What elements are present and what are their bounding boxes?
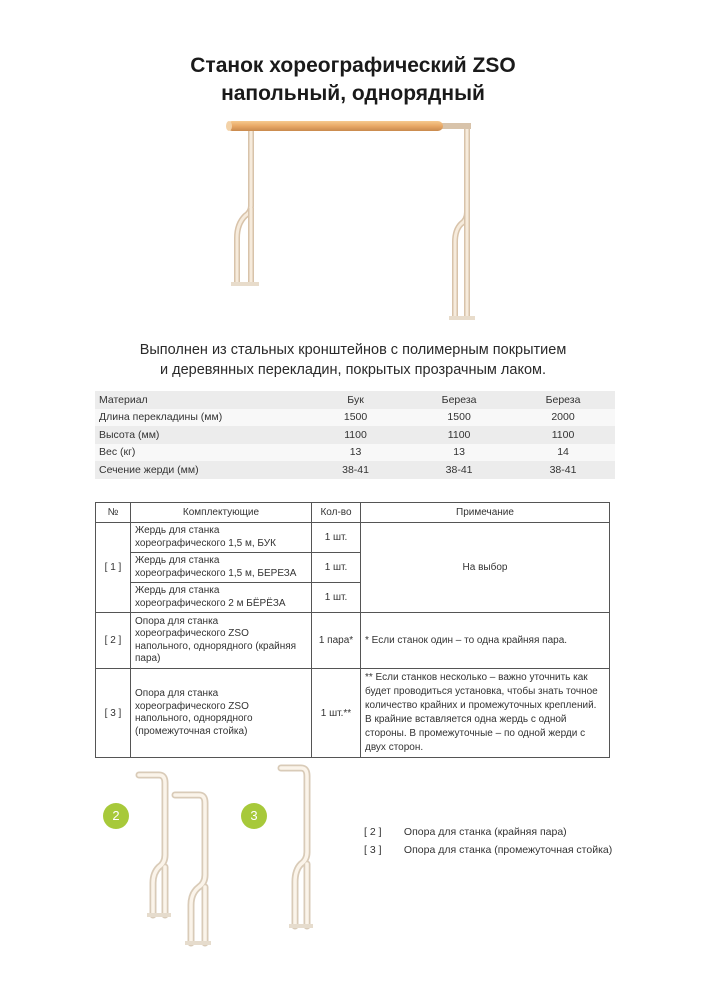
legend-bracket: [ 2 ]	[364, 826, 382, 838]
specs-value: 13	[407, 444, 511, 462]
group-index: [ 1 ]	[96, 523, 131, 613]
group-index: [ 3 ]	[96, 669, 131, 758]
specs-value: 1100	[407, 426, 511, 444]
table-row	[96, 669, 610, 758]
specs-value: 38-41	[511, 461, 615, 479]
part-qty: 1 шт.	[312, 583, 361, 613]
specs-value: Бук	[304, 391, 407, 409]
parts-table	[95, 502, 610, 758]
header-qty: Кол-во	[312, 503, 361, 523]
legend-item	[364, 823, 612, 841]
badge-2: 2	[103, 803, 129, 829]
specs-label: Вес (кг)	[95, 444, 304, 462]
table-row	[96, 613, 610, 669]
title-line-2: напольный, однорядный	[221, 82, 485, 105]
legend-bracket: [ 3 ]	[364, 844, 382, 856]
parts-header-row	[96, 503, 610, 523]
intermediate-support-illustration	[271, 760, 331, 940]
specs-value: 1100	[304, 426, 407, 444]
specs-row	[95, 409, 615, 427]
description	[0, 340, 706, 380]
part-name: Опора для станка хореографического ZSO напольного, однорядного (промежуточная стойка)	[131, 669, 312, 758]
header-item: Комплектующие	[131, 503, 312, 523]
legend-text: Опора для станка (крайняя пара)	[403, 826, 567, 838]
figure-legend	[364, 823, 612, 859]
header-num: №	[96, 503, 131, 523]
specs-value: Береза	[407, 391, 511, 409]
table-row	[96, 523, 610, 553]
badge-3: 3	[241, 803, 267, 829]
end-pair-support-illustration	[125, 755, 225, 955]
specs-value: 13	[304, 444, 407, 462]
page-title	[0, 52, 706, 108]
legend-item	[364, 841, 612, 859]
part-note: * Если станок один – то одна крайняя пара.	[361, 613, 610, 669]
part-qty: 1 пара*	[312, 613, 361, 669]
specs-label: Сечение жерди (мм)	[95, 461, 304, 479]
specs-row	[95, 426, 615, 444]
specs-row	[95, 391, 615, 409]
part-qty: 1 шт.	[312, 553, 361, 583]
barre-illustration	[215, 112, 475, 334]
header-note: Примечание	[361, 503, 610, 523]
specs-label: Высота (мм)	[95, 426, 304, 444]
description-line-1: Выполнен из стальных кронштейнов с полимерным покрытием	[139, 342, 567, 358]
title-line-1: Станок хореографический ZSO	[190, 54, 516, 77]
part-note: ** Если станков несколько – важно уточнить как будет проводиться установка, чтобы знать точное количество крайних и промежуточных креплений. В крайние вставляется одна жердь с одной стороны. В промежуточные – по одной жерди с двух сторон.	[361, 669, 610, 758]
group-index: [ 2 ]	[96, 613, 131, 669]
specs-value: 38-41	[407, 461, 511, 479]
specs-value: Береза	[511, 391, 615, 409]
specs-row	[95, 444, 615, 462]
part-qty: 1 шт.	[312, 523, 361, 553]
legend-text: Опора для станка (промежуточная стойка)	[403, 844, 613, 856]
specs-value: 1100	[511, 426, 615, 444]
specs-value: 1500	[407, 409, 511, 427]
part-name: Жердь для станка хореографического 1,5 м, БЕРЕЗА	[131, 553, 312, 583]
specs-row	[95, 461, 615, 479]
part-name: Опора для станка хореографического ZSO напольного, однорядного (крайняя пара)	[131, 613, 312, 669]
specs-value: 14	[511, 444, 615, 462]
part-note: На выбор	[361, 523, 610, 613]
part-qty: 1 шт.**	[312, 669, 361, 758]
specs-label: Материал	[95, 391, 304, 409]
description-line-2: и деревянных перекладин, покрытых прозрачным лаком.	[159, 362, 547, 378]
specs-value: 2000	[511, 409, 615, 427]
part-name: Жердь для станка хореографического 2 м БЁРЁЗА	[131, 583, 312, 613]
specs-label: Длина перекладины (мм)	[95, 409, 304, 427]
specs-value: 1500	[304, 409, 407, 427]
part-name: Жердь для станка хореографического 1,5 м, БУК	[131, 523, 312, 553]
specs-table	[95, 391, 615, 479]
specs-value: 38-41	[304, 461, 407, 479]
